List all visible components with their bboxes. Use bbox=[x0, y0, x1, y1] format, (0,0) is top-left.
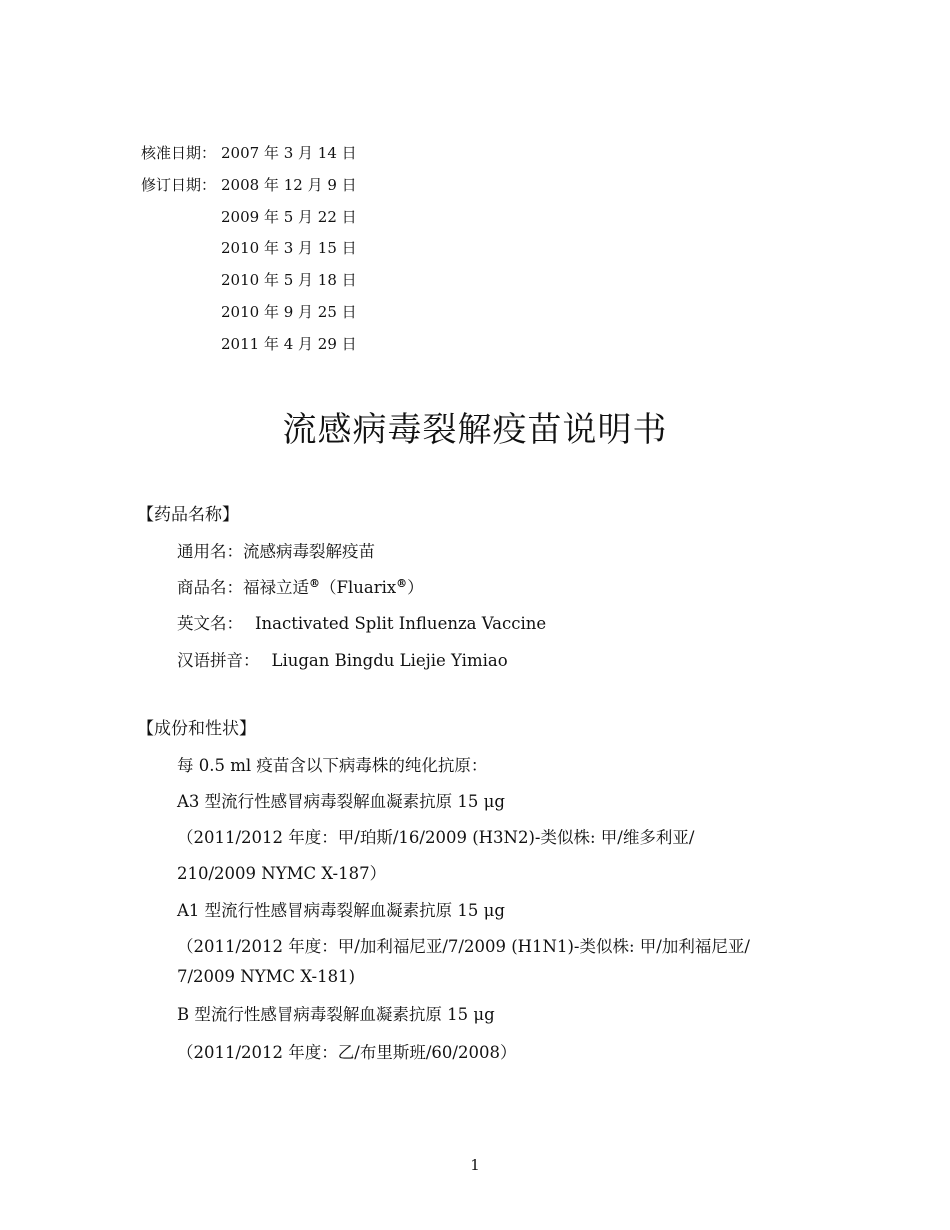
english-name-line bbox=[177, 610, 546, 634]
registered-mark: ® bbox=[396, 577, 408, 590]
composition-line: （2011/2012 年度：甲/加利福尼亚/7/2009 (H1N1)-类似株: 甲/加利福尼亚/ bbox=[177, 937, 750, 956]
english-name-value: Inactivated Split Influenza Vaccine bbox=[255, 614, 547, 633]
pinyin-name-line bbox=[177, 647, 508, 671]
composition-line: （2011/2012 年度：甲/珀斯/16/2009 (H3N2)-类似株: 甲/维多利亚/ bbox=[177, 828, 695, 847]
composition-line: 每 0.5 ml 疫苗含以下病毒株的纯化抗原： bbox=[177, 756, 488, 775]
trade-name-label: 商品名： bbox=[177, 578, 243, 597]
generic-name-value: 流感病毒裂解疫苗 bbox=[243, 542, 375, 561]
generic-name-line bbox=[177, 538, 375, 562]
trade-name-value-en: Fluarix bbox=[336, 578, 397, 597]
approval-date-label: 核准日期： bbox=[141, 144, 217, 162]
composition-heading: 【成份和性状】 bbox=[137, 719, 256, 739]
composition-line: （2011/2012 年度：乙/布里斯班/60/2008） bbox=[177, 1043, 517, 1062]
revision-date-row bbox=[141, 202, 357, 234]
revision-date-value: 2009 年 5 月 22 日 bbox=[221, 207, 357, 226]
composition-line: B 型流行性感冒病毒裂解血凝素抗原 15 μg bbox=[177, 1005, 495, 1024]
approval-date-row bbox=[141, 138, 357, 170]
trade-name-line bbox=[177, 574, 424, 598]
english-name-label: 英文名： bbox=[177, 614, 243, 633]
trade-name-value-cn: 福禄立适 bbox=[243, 578, 309, 597]
paren-open: （ bbox=[320, 578, 337, 597]
pinyin-name-label: 汉语拼音： bbox=[177, 651, 260, 670]
revision-date-value: 2010 年 5 月 18 日 bbox=[221, 271, 357, 290]
revision-date-value: 2008 年 12 月 9 日 bbox=[221, 175, 357, 194]
revision-date-row bbox=[141, 170, 357, 202]
drug-name-heading: 【药品名称】 bbox=[137, 505, 239, 525]
paren-close: ） bbox=[407, 578, 424, 597]
revision-date-value: 2010 年 9 月 25 日 bbox=[221, 302, 357, 321]
approval-date-value: 2007 年 3 月 14 日 bbox=[221, 144, 357, 162]
revision-date-row bbox=[141, 297, 357, 329]
header-dates bbox=[141, 138, 357, 361]
revision-date-label: 修订日期： bbox=[141, 175, 217, 194]
revision-date-row bbox=[141, 329, 357, 361]
page-number: 1 bbox=[470, 1156, 480, 1174]
composition-line: 210/2009 NYMC X-187） bbox=[177, 864, 387, 883]
document-title: 流感病毒裂解疫苗说明书 bbox=[282, 410, 668, 450]
composition-line: A3 型流行性感冒病毒裂解血凝素抗原 15 μg bbox=[177, 792, 505, 811]
revision-date-value: 2010 年 3 月 15 日 bbox=[221, 239, 357, 258]
generic-name-label: 通用名： bbox=[177, 542, 243, 561]
composition-line: 7/2009 NYMC X-181) bbox=[177, 967, 356, 986]
pinyin-name-value: Liugan Bingdu Liejie Yimiao bbox=[271, 651, 508, 670]
revision-date-row bbox=[141, 265, 357, 297]
revision-date-value: 2011 年 4 月 29 日 bbox=[221, 334, 357, 353]
revision-date-row bbox=[141, 233, 357, 265]
registered-mark: ® bbox=[309, 577, 320, 590]
composition-line: A1 型流行性感冒病毒裂解血凝素抗原 15 μg bbox=[177, 901, 505, 920]
